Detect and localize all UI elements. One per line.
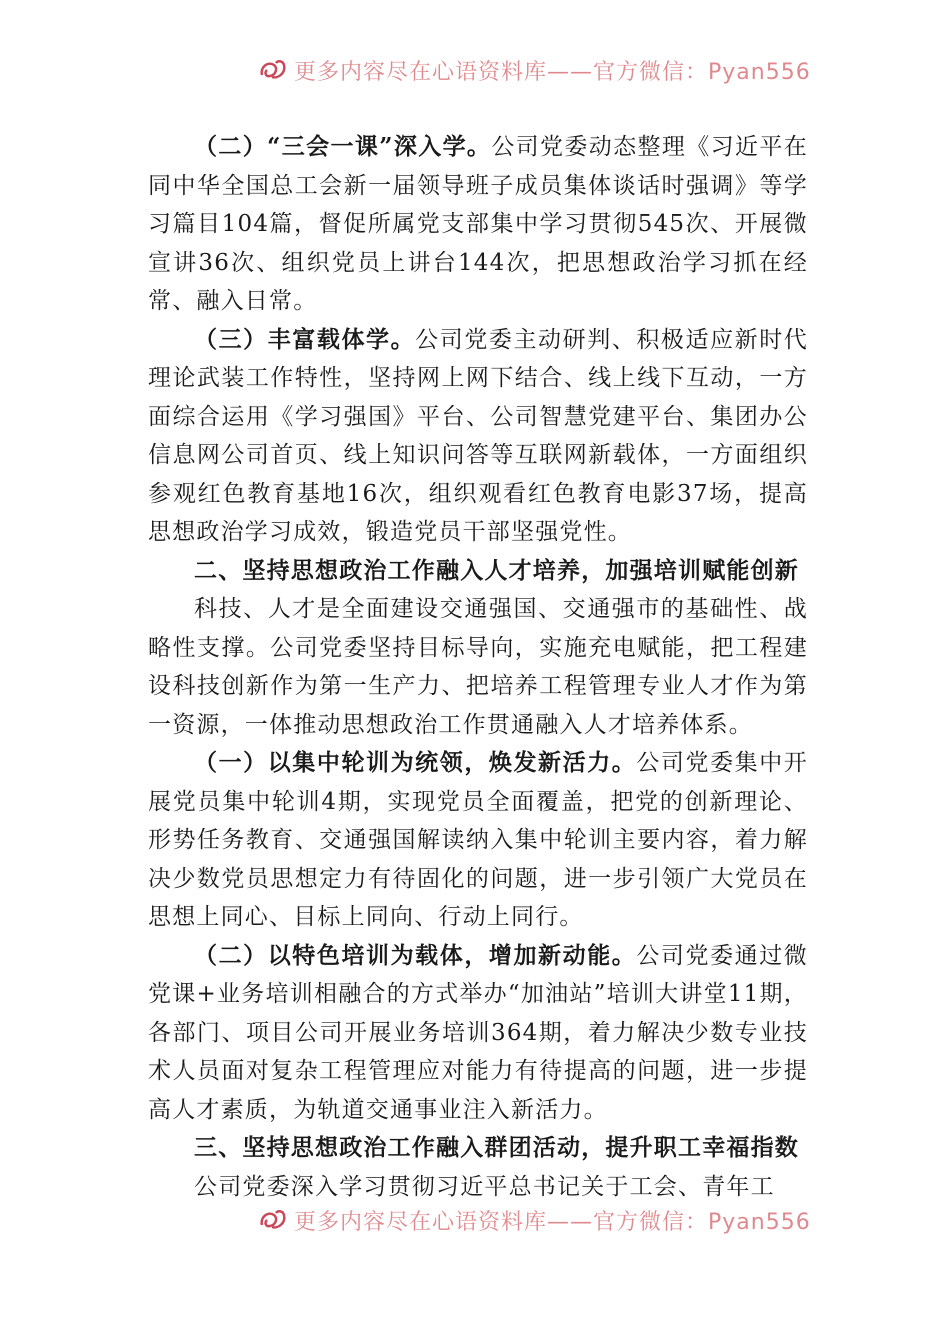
paragraph-body: 公司党委通过微党课+业务培训相融合的方式举办“加油站”培训大讲堂11期，各部门、项目公司开展业务培训364期，着力解决少数专业技术人员面对复杂工程管理应对能力有待提高的问题，进一步提高人才素质，为轨道交通事业注入新活力。 xyxy=(148,942,808,1123)
section-heading-talent: 二、坚持思想政治工作融入人才培养，加强培训赋能创新 xyxy=(194,557,799,584)
document-body xyxy=(148,128,808,1206)
section-intro-group-activities: 公司党委深入学习贯彻习近平总书记关于工会、青年工 xyxy=(194,1173,775,1200)
paragraph-rich-carriers xyxy=(148,321,808,552)
paragraph-body: 公司党委主动研判、积极适应新时代理论武装工作特性，坚持网上网下结合、线上线下互动，一方面综合运用《学习强国》平台、公司智慧党建平台、集团办公信息网公司首页、线上知识问答等互联网新载体，一方面组织参观红色教育基地16次，组织观看红色教育电影37场，提高思想政治学习成效，锻造党员干部坚强党性。 xyxy=(148,326,808,545)
paragraph-body: 公司党委动态整理《习近平在同中华全国总工会新一届领导班子成员集体谈话时强调》等学习篇目104篇，督促所属党支部集中学习贯彻545次、开展微宣讲36次、组织党员上讲台144次，把思想政治学习抓在经常、融入日常。 xyxy=(148,134,808,314)
watermark-top xyxy=(258,50,811,90)
watermark-bottom xyxy=(258,1200,811,1240)
watermark-logo-icon xyxy=(258,57,288,83)
paragraph-lead: （二）“三会一课”深入学。 xyxy=(194,133,492,160)
paragraph-lead: （一）以集中轮训为统领，焕发新活力。 xyxy=(194,749,637,776)
paragraph-three-meetings xyxy=(148,128,808,321)
watermark-text: 更多内容尽在心语资料库——官方微信：Pyan556 xyxy=(294,1209,811,1235)
paragraph-lead: （三）丰富载体学。 xyxy=(194,325,416,353)
paragraph-body: 公司党委集中开展党员集中轮训4期，实现党员全面覆盖，把党的创新理论、形势任务教育、交通强国解读纳入集中轮训主要内容，着力解决少数党员思想定力有待固化的问题，进一步引领广大党员在思想上同心、目标上同向、行动上同行。 xyxy=(148,750,808,930)
section-intro-talent: 科技、人才是全面建设交通强国、交通强市的基础性、战略性支撑。公司党委坚持目标导向，实施充电赋能，把工程建设科技创新作为第一生产力、把培养工程管理专业人才作为第一资源，一体推动思想政治工作贯通融入人才培养体系。 xyxy=(148,596,808,738)
section-heading-group-activities: 三、坚持思想政治工作融入群团活动，提升职工幸福指数 xyxy=(194,1135,799,1161)
watermark-logo-icon xyxy=(258,1207,288,1233)
paragraph-centralized-training xyxy=(148,744,808,937)
paragraph-lead: （二）以特色培训为载体，增加新动能。 xyxy=(194,941,637,969)
watermark-text: 更多内容尽在心语资料库——官方微信：Pyan556 xyxy=(294,59,811,85)
paragraph-featured-training xyxy=(148,937,808,1130)
